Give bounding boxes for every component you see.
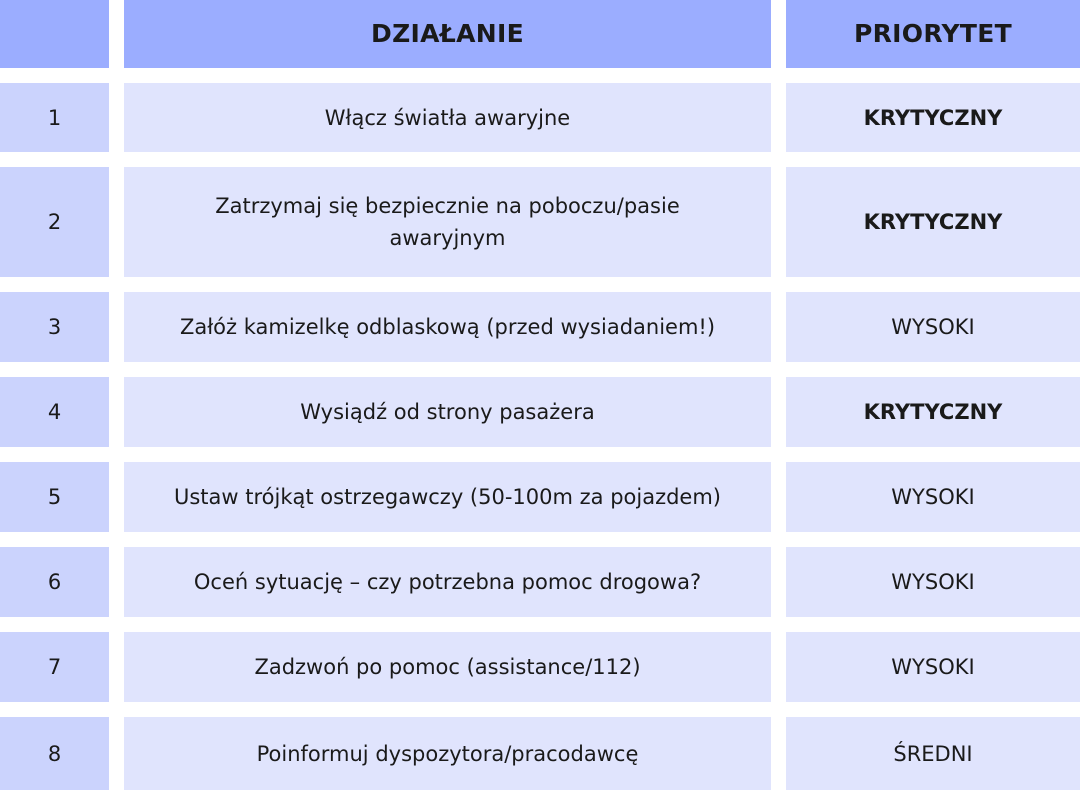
row-action-cell: Poinformuj dyspozytora/pracodawcę bbox=[124, 717, 771, 790]
row-priority-cell: KRYTYCZNY bbox=[786, 83, 1080, 152]
row-action-cell: Ustaw trójkąt ostrzegawczy (50-100m za pojazdem) bbox=[124, 462, 771, 532]
row-number-cell: 7 bbox=[0, 632, 109, 702]
row-number-cell: 1 bbox=[0, 83, 109, 152]
row-number-cell: 5 bbox=[0, 462, 109, 532]
row-number-cell: 2 bbox=[0, 167, 109, 277]
row-priority-cell: WYSOKI bbox=[786, 547, 1080, 617]
row-number-cell: 6 bbox=[0, 547, 109, 617]
row-action-cell: Zatrzymaj się bezpiecznie na poboczu/pasie awaryjnym bbox=[124, 167, 771, 277]
row-priority-cell: KRYTYCZNY bbox=[786, 167, 1080, 277]
row-action-cell: Zadzwoń po pomoc (assistance/112) bbox=[124, 632, 771, 702]
row-action-cell: Załóż kamizelkę odblaskową (przed wysiadaniem!) bbox=[124, 292, 771, 362]
row-priority-cell: WYSOKI bbox=[786, 462, 1080, 532]
row-number-cell: 4 bbox=[0, 377, 109, 447]
row-priority-cell: WYSOKI bbox=[786, 292, 1080, 362]
row-number-cell: 8 bbox=[0, 717, 109, 790]
row-action-cell: Wysiądź od strony pasażera bbox=[124, 377, 771, 447]
row-priority-cell: ŚREDNI bbox=[786, 717, 1080, 790]
row-number-cell: 3 bbox=[0, 292, 109, 362]
row-priority-cell: WYSOKI bbox=[786, 632, 1080, 702]
header-action-cell: DZIAŁANIE bbox=[124, 0, 771, 68]
header-priority-cell: PRIORYTET bbox=[786, 0, 1080, 68]
row-action-cell: Oceń sytuację – czy potrzebna pomoc drogowa? bbox=[124, 547, 771, 617]
row-priority-cell: KRYTYCZNY bbox=[786, 377, 1080, 447]
row-action-cell: Włącz światła awaryjne bbox=[124, 83, 771, 152]
header-number-cell bbox=[0, 0, 109, 68]
